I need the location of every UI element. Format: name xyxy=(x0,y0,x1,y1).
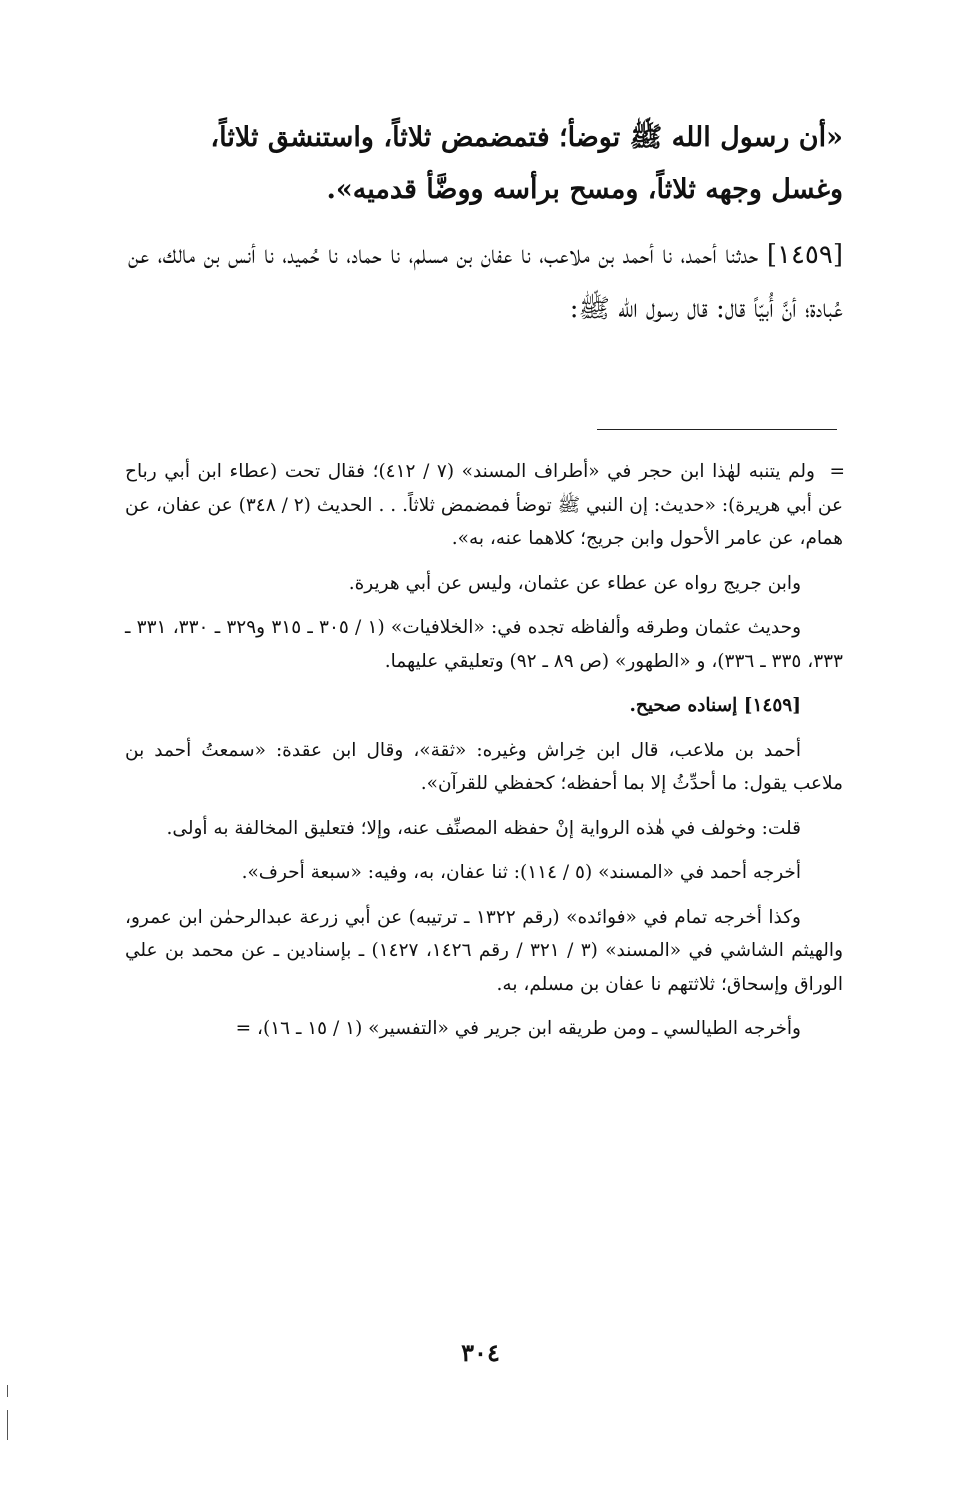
footnotes xyxy=(125,455,843,1057)
footnote-paragraph-text: ولم يتنبه لهٰذا ابن حجر في «أطراف المسند» (٧ / ٤١٢)؛ فقال تحت (عطاء ابن أبي رباح عن أبي هريرة): «حديث: إن النبي ﷺ توضأ فمضمض ثلاثاً. . . الحديث (٢ / ٣٤٨) عن عفان، عن همام، عن عامر الأحول وابن جريج؛ كلاهما عنه، به». xyxy=(125,461,843,549)
continuation-mark: = xyxy=(829,461,845,482)
footnote-paragraph: أحمد بن ملاعب، قال ابن خِراش وغيره: «ثقة»، وقال ابن عقدة: «سمعتُ أحمد بن ملاعب يقول: ما أحدِّثُ إلا بما أحفظه؛ كحفظي للقرآن». xyxy=(125,739,843,794)
page-number: ٣٠٤ xyxy=(461,1338,500,1367)
margin-mark xyxy=(7,1410,8,1440)
footnote-paragraph: قلت: وخولف في هٰذه الرواية إنْ حفظه المصنِّف عنه، وإلا؛ فتعليق المخالفة به أولى. xyxy=(166,817,801,839)
footnote-continuation-paragraph xyxy=(125,455,843,556)
margin-mark xyxy=(7,1385,8,1397)
footnote-paragraph: وابن جريج رواه عن عطاء عن عثمان، وليس عن أبي هريرة. xyxy=(348,572,801,594)
main-text xyxy=(128,112,843,336)
footnote-paragraph: وحديث عثمان وطرقه وألفاظه تجده في: «الخلافيات» (١ / ٣٠٥ ـ ٣١٥ و٣٢٩ ـ ٣٣٠، ٣٣١ ـ ٣٣٣، ٣٣٥ ـ ٣٣٦)، و «الطهور» (ص ٨٩ ـ ٩٢) وتعليقي عليهما. xyxy=(125,617,843,672)
footnote-separator xyxy=(597,429,837,430)
hadith-entry-1459: [١٤٥٩] حدثنا أحمد، نا أحمد بن ملاعب، نا عفان بن مسلم، نا حماد، نا حُميد، نا أنس بن مالك، عن عُبادة؛ أنَّ أُبيّاً قال: قال رسول الله ﷺ: xyxy=(128,240,843,324)
footnote-paragraph: وكذا أخرجه تمام في «فوائده» (رقم ١٣٢٢ ـ ترتيبه) عن أبي زرعة عبدالرحمٰن ابن عمرو، والهيثم الشاشي في «المسند» (٣ / ٣٢١ / رقم ١٤٢٦، ١٤٢٧) ـ بإسنادين ـ عن محمد بن علي الوراق وإسحاق؛ ثلاثتهم نا عفان بن مسلم، به. xyxy=(125,906,843,995)
footnote-heading-1459: [١٤٥٩] إسناده صحيح. xyxy=(629,695,801,716)
footnote-paragraph: وأخرجه الطيالسي ـ ومن طريقه ابن جرير في «التفسير» (١ / ١٥ ـ ١٦)، = xyxy=(235,1018,801,1039)
hadith-quote-line-2: وغسل وجهه ثلاثاً، ومسح برأسه ووضَّأ قدميه». xyxy=(326,174,843,205)
footnote-paragraph: أخرجه أحمد في «المسند» (٥ / ١١٤): ثنا عفان، به، وفيه: «سبعة أحرف». xyxy=(241,862,801,883)
hadith-quote xyxy=(128,112,843,216)
hadith-quote-line-1: «أن رسول الله ﷺ توضأ؛ فتمضمض ثلاثاً، واستنشق ثلاثاً، xyxy=(210,122,843,153)
